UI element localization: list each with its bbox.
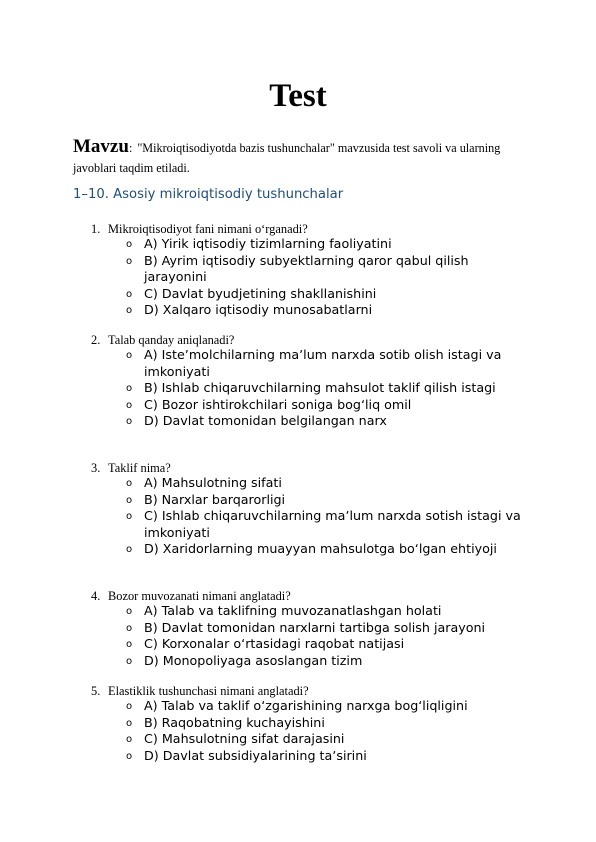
option-text: A) Talab va taklifning muvozanatlashgan holati	[144, 603, 442, 618]
option-text: C) Ishlab chiqaruvchilarning maʼlum narxda sotish istagi va imkoniyati	[144, 508, 521, 540]
option-text: A) Yirik iqtisodiy tizimlarning faoliyatini	[144, 236, 392, 251]
question-2-options	[126, 347, 526, 430]
bullet-icon: o	[126, 734, 133, 745]
question-text: Mikroiqtisodiyot fani nimani oʻrganadi?	[108, 222, 308, 236]
question-2	[91, 332, 531, 348]
question-number: 2.	[91, 333, 101, 347]
option-text: C) Mahsulotning sifat darajasini	[144, 731, 345, 746]
page-title: Test	[269, 78, 327, 114]
bullet-icon: o	[126, 494, 133, 506]
bullet-icon: o	[126, 717, 133, 729]
section-heading: 1–10. Asosiy mikroiqtisodiy tushunchalar	[73, 187, 344, 202]
bullet-icon: o	[126, 511, 133, 522]
bullet-icon: o	[126, 622, 133, 634]
option-d	[126, 413, 526, 430]
option-d	[126, 302, 526, 319]
bullet-icon: o	[126, 288, 133, 300]
bullet-icon: o	[126, 305, 133, 316]
question-5-options	[126, 698, 526, 764]
question-4-options	[126, 603, 526, 669]
option-b	[126, 715, 526, 732]
option-text: B) Ayrim iqtisodiy subyektlarning qaror qabul qilish jarayonini	[144, 252, 469, 284]
bullet-icon: o	[126, 544, 133, 555]
option-a	[126, 698, 526, 715]
option-text: D) Davlat subsidiyalarining taʼsirini	[144, 747, 367, 763]
question-number: 5.	[91, 684, 101, 698]
option-text: D) Xaridorlarning muayyan mahsulotga boʻlgan ehtiyoji	[144, 541, 497, 556]
option-a	[126, 347, 526, 380]
bullet-icon: o	[126, 416, 133, 427]
question-3-options	[126, 475, 526, 558]
option-text: A) Talab va taklif oʻzgarishining narxga bogʻliqligini	[144, 698, 468, 713]
bullet-icon: o	[126, 255, 133, 267]
option-text: B) Davlat tomonidan narxlarni tartibga solish jarayoni	[144, 619, 486, 635]
question-text: Elastiklik tushunchasi nimani anglatadi?	[108, 684, 309, 698]
question-5	[91, 683, 531, 699]
option-c	[126, 731, 526, 748]
bullet-icon: o	[126, 639, 133, 650]
question-4	[91, 588, 531, 604]
option-text: D) Xalqaro iqtisodiy munosabatlarni	[144, 302, 373, 317]
question-3	[91, 460, 531, 476]
option-text: A) Isteʼmolchilarning maʼlum narxda sotib olish istagi va imkoniyati	[144, 347, 502, 379]
bullet-icon: o	[126, 655, 133, 667]
option-b	[126, 620, 526, 637]
bullet-icon: o	[126, 239, 133, 250]
bullet-icon: o	[126, 606, 133, 617]
option-text: B) Narxlar barqarorligi	[144, 491, 286, 507]
option-a	[126, 236, 526, 253]
option-c	[126, 286, 526, 303]
bullet-icon: o	[126, 350, 133, 361]
question-1	[91, 221, 531, 237]
question-text: Talab qanday aniqlanadi?	[108, 333, 235, 347]
bullet-icon: o	[126, 383, 133, 394]
option-d	[126, 541, 526, 558]
option-text: D) Monopoliyaga asoslangan tizim	[144, 652, 363, 668]
option-d	[126, 653, 526, 670]
option-d	[126, 748, 526, 765]
bullet-icon: o	[126, 399, 133, 411]
question-number: 4.	[91, 589, 101, 603]
option-b	[126, 492, 526, 509]
topic-paragraph	[73, 137, 533, 178]
option-text: A) Mahsulotning sifati	[144, 475, 282, 490]
option-a	[126, 475, 526, 492]
option-text: C) Korxonalar oʻrtasidagi raqobat natijasi	[144, 636, 405, 651]
option-c	[126, 636, 526, 653]
question-number: 3.	[91, 461, 101, 475]
option-b	[126, 380, 526, 397]
question-text: Taklif nima?	[108, 461, 171, 475]
option-text: C) Bozor ishtirokchilari soniga bogʻliq omil	[144, 396, 412, 412]
option-text: D) Davlat tomonidan belgilangan narx	[144, 413, 387, 428]
bullet-icon: o	[126, 478, 133, 489]
option-b	[126, 253, 526, 286]
question-text: Bozor muvozanati nimani anglatadi?	[108, 589, 291, 603]
topic-text: "Mikroiqtisodiyotda bazis tushunchalar" mavzusida test savoli va ularning javoblari taqdim etiladi.	[73, 141, 501, 175]
option-c	[126, 508, 526, 541]
option-text: B) Raqobatning kuchayishini	[144, 714, 325, 730]
topic-label: Mavzu	[73, 136, 129, 157]
option-text: B) Ishlab chiqaruvchilarning mahsulot taklif qilish istagi	[144, 380, 496, 395]
topic-colon: :	[128, 141, 133, 155]
question-number: 1.	[91, 222, 101, 236]
bullet-icon: o	[126, 701, 133, 712]
question-1-options	[126, 236, 526, 319]
option-c	[126, 397, 526, 414]
bullet-icon: o	[126, 750, 133, 762]
option-text: C) Davlat byudjetining shakllanishini	[144, 285, 377, 301]
option-a	[126, 603, 526, 620]
